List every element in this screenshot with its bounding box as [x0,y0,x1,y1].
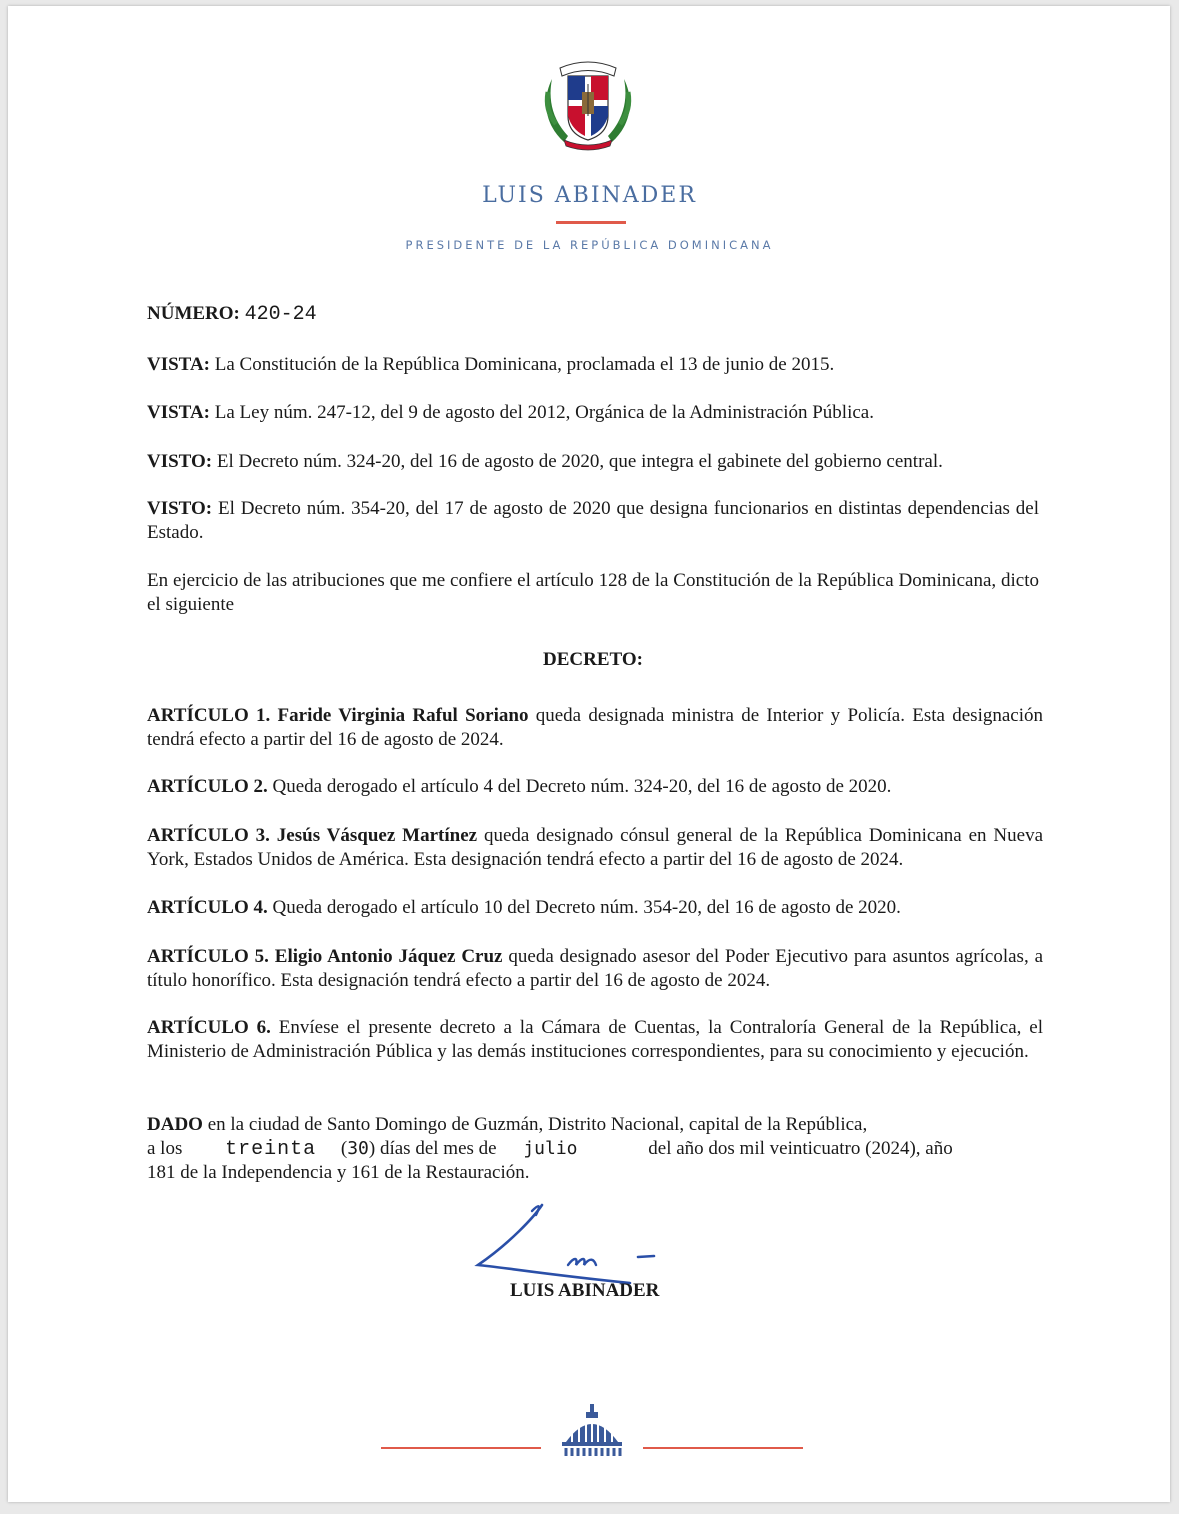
article-label: ARTÍCULO 1. [147,705,271,726]
article-person: Faride Virginia Raful Soriano [277,705,529,726]
footer-line-right [643,1447,803,1449]
dado-label: DADO [147,1114,203,1135]
article-label: ARTÍCULO 2. [147,776,268,797]
visto-text: El Decreto núm. 324-20, del 16 de agosto de 2020, que integra el gabinete del gobierno central. [216,451,943,472]
article-person: Jesús Vásquez Martínez [276,825,478,846]
visto-text: El Decreto núm. 354-20, del 17 de agosto de 2020 que designa funcionarios en distintas dependencias del Estado. [147,498,1039,543]
footer-line-left [381,1447,541,1449]
vista-text: La Ley núm. 247-12, del 9 de agosto del 2012, Orgánica de la Administración Pública. [214,402,874,423]
article-label: ARTÍCULO 5. [147,946,269,967]
article-label: ARTÍCULO 4. [147,897,268,918]
article-text: queda designado asesor del Poder Ejecutivo para asuntos agrícolas, a título honorífico. Esta designación tendrá efecto a partir del 16 de agosto de 2024. [147,946,1044,991]
dado-a-los: a los [147,1138,183,1159]
numero-label: NÚMERO: [147,303,240,324]
paren-open: ( [340,1138,348,1159]
article-2 [147,775,1039,799]
article-text: queda designado cónsul general de la República Dominicana en Nueva York, Estados Unidos de América. Esta designación tendrá efecto a partir del 16 de agosto de 2024. [147,825,1044,870]
article-text: Envíese el presente decreto a la Cámara de Cuentas, la Contraloría General de la República, el Ministerio de Administración Pública y las demás instituciones correspondientes, para su conocimiento y ejecución. [147,1017,1043,1062]
article-text: Queda derogado el artículo 10 del Decreto núm. 354-20, del 16 de agosto de 2020. [272,897,901,918]
month: julio [523,1138,578,1159]
article-1 [147,704,1043,752]
article-text: Queda derogado el artículo 4 del Decreto núm. 324-20, del 16 de agosto de 2020. [272,776,892,797]
vista-label: VISTA: [147,354,210,375]
article-3 [147,824,1043,872]
vista-label: VISTA: [147,402,210,423]
header-name: LUIS ABINADER [482,183,697,208]
dado-line-3: 181 de la Independencia y 161 de la Restauración. [147,1162,530,1183]
visto-label: VISTO: [147,498,213,519]
article-label: ARTÍCULO 3. [147,825,270,846]
visto-paragraph [147,497,1039,545]
decreto-title: DECRETO: [543,649,643,670]
visto-label: VISTO: [147,451,213,472]
day-word: treinta [225,1138,317,1161]
visto-paragraph [147,450,1039,474]
vista-paragraph [147,401,1039,425]
dado-year: del año dos mil veinticuatro (2024), año [648,1138,953,1159]
dado-text: en la ciudad de Santo Domingo de Guzmán, Distrito Nacional, capital de la República, [207,1114,868,1135]
dado-line-2 [147,1137,1047,1162]
article-4 [147,896,1039,920]
dado-line-1 [147,1113,1037,1137]
vista-text: La Constitución de la República Dominicana, proclamada el 13 de junio de 2015. [214,354,835,375]
header-title: PRESIDENTE DE LA REPÚBLICA DOMINICANA [405,238,774,252]
preamble: En ejercicio de las atribuciones que me confiere el artículo 128 de la Constitución de la República Dominicana, dicto el siguiente [147,570,1039,615]
header-divider [556,221,626,224]
national-palace-dome-icon [560,1402,624,1458]
vista-paragraph [147,353,1039,377]
numero-value: 420-24 [244,303,317,326]
coat-of-arms-icon [534,54,642,154]
article-5 [147,945,1043,993]
handwritten-signature-icon [470,1195,670,1285]
article-6 [147,1016,1043,1064]
decree-number [147,302,1039,327]
article-text: queda designada ministra de Interior y Policía. Esta designación tendrá efecto a partir del 16 de agosto de 2024. [147,705,1043,750]
article-person: Eligio Antonio Jáquez Cruz [274,946,503,967]
day-number: 30 [347,1138,369,1159]
signatory-name: LUIS ABINADER [510,1280,660,1301]
dado-mes: ) días del mes de [368,1138,497,1159]
article-label: ARTÍCULO 6. [147,1017,271,1038]
